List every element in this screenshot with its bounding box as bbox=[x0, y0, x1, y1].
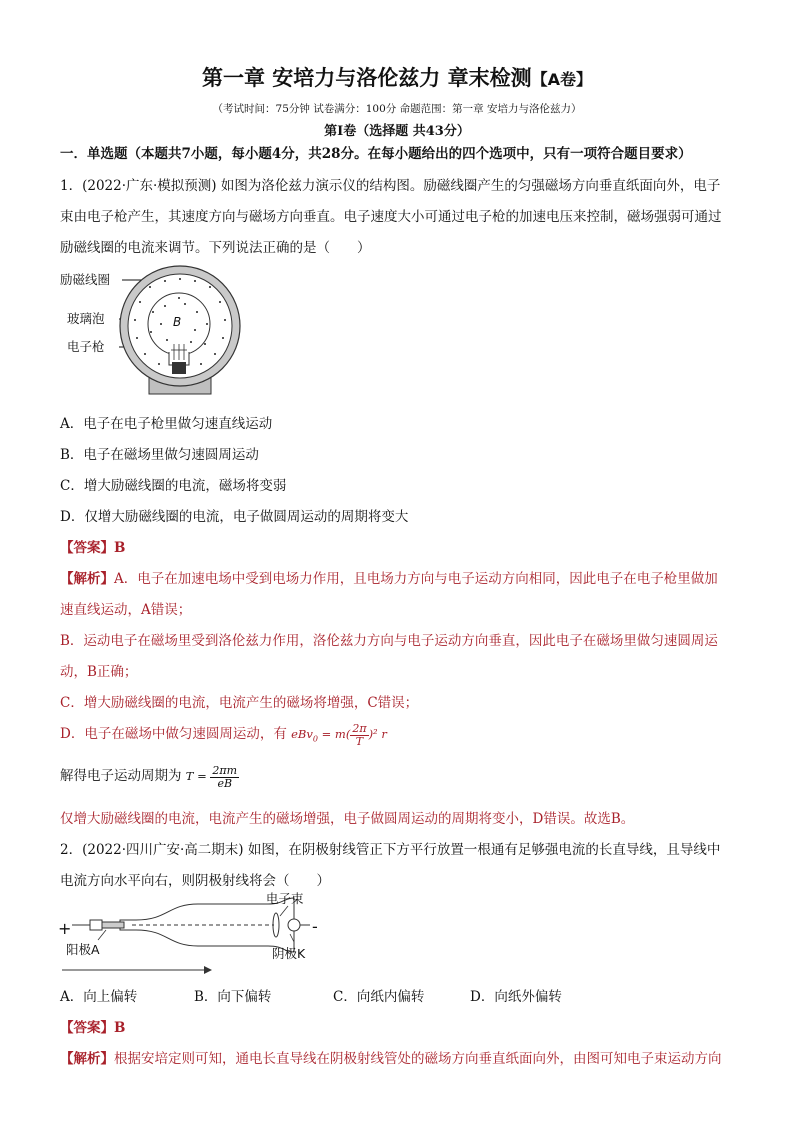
section-heading: 一．单选题（本题共7小题，每小题4分，共28分。在每小题给出的四个选项中，只有一项符合题目要求） bbox=[60, 146, 692, 162]
title-text: 第一章 安培力与洛伦兹力 章末检测 bbox=[201, 66, 532, 90]
q1-option-a: A．电子在电子枪里做匀速直线运动 bbox=[60, 416, 273, 432]
electron-gun-base bbox=[172, 362, 186, 374]
label-electron-beam: 电子束 bbox=[266, 891, 304, 906]
analysis-d-text: D．电子在磁场中做匀速圆周运动，有 bbox=[60, 726, 287, 742]
q1-conclusion: 仅增大励磁线圈的电流，电流产生的磁场增强，电子做圆周运动的周期将变小，D错误。故选B。 bbox=[60, 811, 635, 827]
exam-info: （考试时间：75分钟 试卷满分：100分 命题范围：第一章 安培力与洛伦兹力） bbox=[212, 103, 582, 115]
part-heading: 第Ⅰ卷（选择题 共43分） bbox=[324, 124, 470, 139]
q1-answer: 【答案】B bbox=[60, 540, 126, 556]
q1-stem-line: 1．(2022·广东·模拟预测) 如图为洛伦兹力演示仪的结构图。励磁线圈产生的匀强磁场方向垂直纸面向外，电子 bbox=[60, 178, 721, 194]
label-cathode: 阴极K bbox=[272, 946, 306, 961]
analysis-text: 根据安培定则可知，通电长直导线在阴极射线管处的磁场方向垂直纸面向外，由图可知电子束运动方向 bbox=[114, 1051, 722, 1067]
analysis-text: A．电子在加速电场中受到电场力作用，且电场力方向与电子运动方向相同，因此电子在电子枪里做加 bbox=[114, 571, 718, 587]
lorentz-demonstrator-figure bbox=[55, 262, 245, 397]
minus-sign: - bbox=[312, 917, 318, 936]
q2-option-b: B．向下偏转 bbox=[194, 989, 272, 1005]
anode-electrode bbox=[90, 920, 102, 930]
current-direction-arrow bbox=[204, 966, 212, 974]
q1-analysis-line: 动，B正确； bbox=[60, 664, 138, 680]
q1-option-b: B．电子在磁场里做匀速圆周运动 bbox=[60, 447, 259, 463]
label-bulb: 玻璃泡 bbox=[67, 311, 105, 326]
q1-analysis-line: 速直线运动，A错误； bbox=[60, 602, 192, 618]
q1-analysis-d bbox=[60, 722, 387, 748]
field-symbol: B bbox=[173, 315, 182, 329]
q1-stem-line: 励磁线圈的电流来调节。下列说法正确的是（ ） bbox=[60, 240, 371, 256]
page-title bbox=[0, 62, 794, 92]
q1-analysis-line: B．运动电子在磁场里受到洛伦兹力作用，洛伦兹力方向与电子运动方向垂直，因此电子在磁场里做匀速圆周运 bbox=[60, 633, 718, 649]
solve-text: 解得电子运动周期为 bbox=[60, 768, 182, 784]
q2-stem-line: 2．(2022·四川广安·高二期末) 如图，在阴极射线管正下方平行放置一根通有足够强电流的长直导线，且导线中 bbox=[60, 842, 721, 858]
q1-stem-line: 束由电子枪产生，其速度方向与磁场方向垂直。电子速度大小可通过电子枪的加速电压来控制，磁场强弱可通过 bbox=[60, 209, 722, 225]
label-anode: 阳极A bbox=[66, 942, 100, 957]
formula-period: T = $\frac{2\pi m}{eB}$ bbox=[185, 763, 238, 790]
plus-sign: + bbox=[58, 919, 72, 938]
q2-option-c: C．向纸内偏转 bbox=[333, 989, 425, 1005]
title-suffix: 【A卷】 bbox=[531, 70, 592, 89]
analysis-tag: 【解析】 bbox=[60, 1051, 114, 1067]
q1-option-d: D．仅增大励磁线圈的电流，电子做圆周运动的周期将变大 bbox=[60, 509, 409, 525]
q2-option-d: D．向纸外偏转 bbox=[470, 989, 562, 1005]
q1-solve-line bbox=[60, 764, 239, 790]
q2-stem-line: 电流方向水平向右，则阴极射线将会（ ） bbox=[60, 873, 330, 889]
cathode-ray-tube-figure bbox=[58, 890, 328, 980]
q1-option-c: C．增大励磁线圈的电流，磁场将变弱 bbox=[60, 478, 287, 494]
q1-analysis-line bbox=[60, 567, 718, 587]
formula-force-balance: eBv$_0$ = m( $\frac{2\pi}{T}$ )² r bbox=[291, 721, 387, 748]
label-gun: 电子枪 bbox=[67, 339, 105, 354]
q2-analysis-line bbox=[60, 1047, 722, 1067]
q2-option-a: A．向上偏转 bbox=[60, 989, 138, 1005]
label-coil: 励磁线圈 bbox=[60, 272, 111, 287]
analysis-tag: 【解析】 bbox=[60, 571, 114, 587]
cathode-electrode bbox=[288, 919, 300, 931]
q2-answer: 【答案】B bbox=[60, 1020, 126, 1036]
q1-analysis-line: C．增大励磁线圈的电流，电流产生的磁场将增强，C错误； bbox=[60, 695, 419, 711]
